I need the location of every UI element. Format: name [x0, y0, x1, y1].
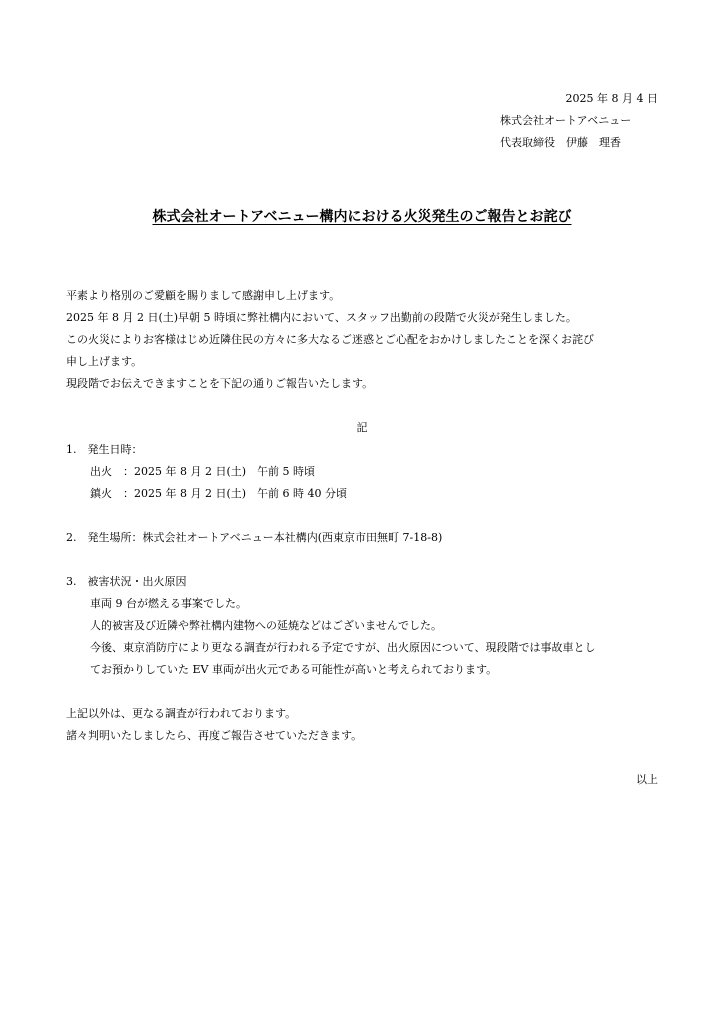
closing-line-2: 諸々判明いたしましたら、再度ご報告させていただきます。 — [66, 729, 363, 742]
intro-line-1: 平素より格別のご愛顧を賜りまして感謝申し上げます。 — [66, 289, 341, 302]
document-title: 株式会社オートアベニュー構内における火災発生のご報告とお詫び — [152, 209, 572, 225]
document-date: 2025 年 8 月 4 日 — [565, 92, 658, 105]
intro-line-3: この火災によりお客様はじめ近隣住民の方々に多大なるご迷惑とご心配をおかけしましたことを深くお詫び — [66, 333, 594, 346]
intro-line-4: 申し上げます。 — [66, 355, 143, 368]
section3-line-3: 今後、東京消防庁により更なる調査が行われる予定ですが、出火原因について、現段階では事故車とし — [90, 641, 596, 654]
intro-line-2: 2025 年 8 月 2 日(土)早朝 5 時頃に弊社構内において、スタッフ出勤前の段階で火災が発生しました。 — [66, 311, 577, 324]
section3-line-4: てお預かりしていた EV 車両が出火元である可能性が高いと考えられております。 — [90, 663, 498, 676]
section2-heading: 2. 発生場所：株式会社オートアベニュー本社構内(西東京市田無町 7-18-8) — [66, 531, 443, 544]
extinguished-time: 鎮火 ：2025 年 8 月 2 日(土) 午前 6 時 40 分頃 — [90, 487, 348, 500]
closing-line-1: 上記以外は、更なる調査が行われております。 — [66, 707, 297, 720]
section3-line-2: 人的被害及び近隣や弊社構内建物への延焼などはございませんでした。 — [90, 619, 442, 632]
intro-line-5: 現段階でお伝えできますことを下記の通りご報告いたします。 — [66, 377, 374, 390]
section3-heading: 3. 被害状況・出火原因 — [66, 575, 187, 588]
section1-heading: 1. 発生日時： — [66, 443, 143, 456]
representative-name: 代表取締役 伊藤 理香 — [500, 136, 621, 149]
company-name: 株式会社オートアベニュー — [500, 114, 632, 127]
end-marker: 以上 — [636, 773, 658, 786]
ki-marker: 記 — [356, 421, 368, 434]
ignition-time: 出火 ：2025 年 8 月 2 日(土) 午前 5 時頃 — [90, 465, 316, 478]
section3-line-1: 車両 9 台が燃える事案でした。 — [90, 597, 247, 610]
